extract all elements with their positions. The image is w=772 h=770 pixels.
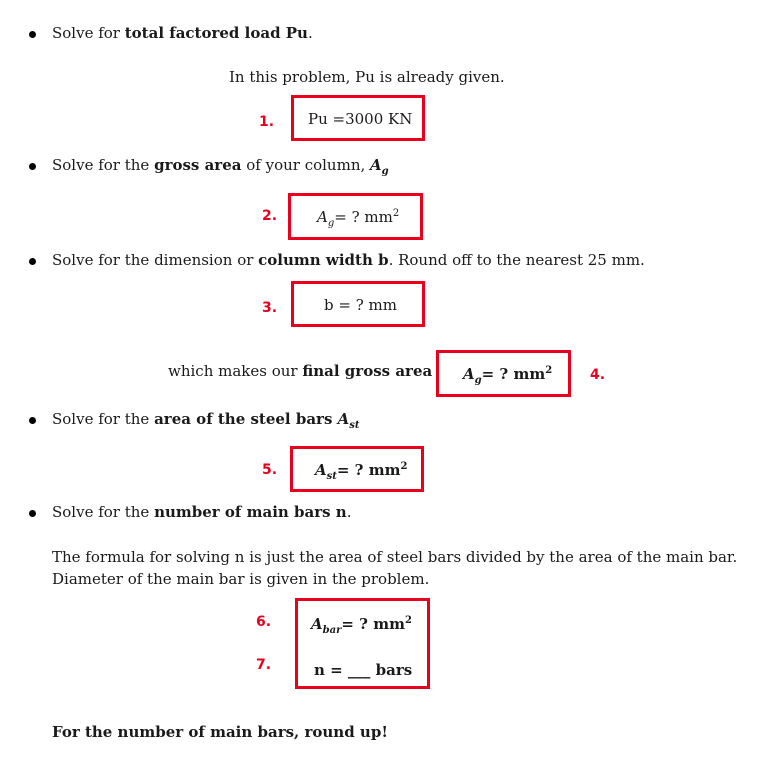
step-6-number: 6. bbox=[256, 614, 272, 630]
step-5-box bbox=[290, 446, 424, 492]
bullet-dot bbox=[29, 31, 36, 38]
step-1-text: Pu =3000 KN bbox=[308, 110, 413, 128]
step-1-box bbox=[291, 95, 425, 141]
step-2-text: $A_g=$ ? $mm^2$ bbox=[317, 208, 400, 229]
bullet-dot bbox=[29, 510, 36, 517]
bullet-dot bbox=[29, 417, 36, 424]
step-5-number: 5. bbox=[262, 462, 278, 478]
bullet-dot bbox=[29, 163, 36, 170]
step-1-number: 1. bbox=[259, 114, 275, 130]
bullet-dot bbox=[29, 258, 36, 265]
step-6-text: $A_{bar}=$ ? $mm^2$ bbox=[311, 615, 412, 636]
step-3-box bbox=[291, 281, 425, 327]
steps-6-7-box bbox=[295, 598, 430, 689]
step-7-text: n = ___ bars bbox=[314, 661, 413, 679]
footer-note: For the number of main bars, round up! bbox=[52, 723, 388, 741]
bullet-5-text: Solve for the number of main bars n. bbox=[52, 503, 352, 521]
step-4-number: 4. bbox=[590, 367, 606, 383]
step-3-text: b = ? mm bbox=[324, 296, 397, 314]
bullet-2-text: Solve for the gross area of your column, $A_g$ bbox=[52, 156, 389, 177]
step-5-text: $A_{st}=$ ? $mm^2$ bbox=[315, 461, 408, 482]
step-7-number: 7. bbox=[256, 657, 272, 673]
bullet-3-text: Solve for the dimension or column width b. Round off to the nearest 25 mm. bbox=[52, 251, 645, 269]
step-2-number: 2. bbox=[262, 208, 278, 224]
final-gross-area-label: which makes our final gross area bbox=[168, 362, 433, 380]
step-4-box bbox=[436, 350, 571, 397]
bullet-1-text: Solve for total factored load Pu. bbox=[52, 24, 313, 42]
given-note: In this problem, Pu is already given. bbox=[229, 68, 505, 86]
bullet-4-text: Solve for the area of the steel bars $A_{st}$ bbox=[52, 410, 360, 431]
step-4-text: $A_g=$ ? $mm^2$ bbox=[463, 365, 553, 386]
formula-note: The formula for solving n is just the area of steel bars divided by the area of the main bar. Diameter of the main bar is given in the problem. bbox=[52, 548, 738, 588]
step-2-box bbox=[288, 193, 423, 240]
step-3-number: 3. bbox=[262, 300, 278, 316]
